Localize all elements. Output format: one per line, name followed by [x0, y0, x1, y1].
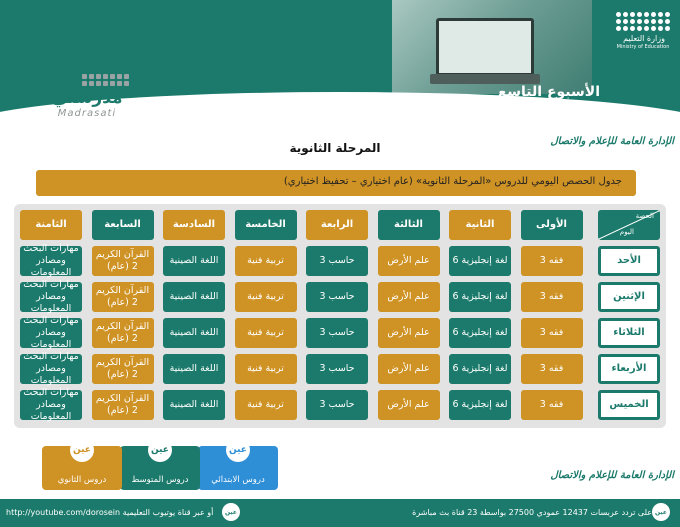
ministry-logo-dots	[616, 12, 670, 31]
period-header: الثالثة	[378, 210, 440, 240]
eye-logo-left: عين	[222, 503, 240, 521]
madrasati-name-ar: مدرستي	[51, 88, 123, 108]
laptop-keyboard	[430, 74, 540, 84]
schedule-table	[14, 204, 666, 428]
lesson-cell: حاسب 3	[306, 318, 368, 348]
lesson-cell: اللغة الصينية	[163, 354, 225, 384]
corner-day-label: اليوم	[619, 228, 634, 236]
lesson-cell: اللغة الصينية	[163, 390, 225, 420]
stage-button-label: دروس الثانوي	[57, 475, 107, 485]
stage-button[interactable]	[198, 446, 278, 490]
period-header: السابعة	[92, 210, 154, 240]
period-header: الرابعة	[306, 210, 368, 240]
stage-button[interactable]	[120, 446, 200, 490]
schedule-banner-text: جدول الحصص اليومي للدروس «المرحلة الثانوية» (عام اختياري – تحفيظ اختياري)	[283, 176, 622, 187]
stage-button-label: دروس الابتدائي	[211, 475, 265, 485]
lesson-cell: تربية فنية	[235, 390, 297, 420]
lesson-cell: فقه 3	[521, 390, 583, 420]
lesson-cell: القرآن الكريم 2 (عام)	[92, 246, 154, 276]
lesson-cell: فقه 3	[521, 246, 583, 276]
lesson-cell: القرآن الكريم 2 (عام)	[92, 318, 154, 348]
eye-logo-right: عين	[652, 503, 670, 521]
lesson-cell: حاسب 3	[306, 246, 368, 276]
period-header: الأولى	[521, 210, 583, 240]
laptop-screen	[436, 18, 534, 76]
youtube-info[interactable]	[6, 508, 221, 517]
period-header: الثامنة	[20, 210, 82, 240]
schedule-banner	[36, 170, 636, 196]
eye-logo-icon: عين	[226, 438, 250, 462]
lesson-cell: لغة إنجليزية 6	[449, 390, 511, 420]
table-corner	[598, 210, 660, 240]
lesson-cell: مهارات البحث ومصادر المعلومات	[20, 390, 82, 420]
lesson-cell: علم الأرض	[378, 246, 440, 276]
lesson-cell: مهارات البحث ومصادر المعلومات	[20, 354, 82, 384]
lesson-cell: فقه 3	[521, 354, 583, 384]
day-label: الإثنين	[598, 282, 660, 312]
lesson-cell: لغة إنجليزية 6	[449, 318, 511, 348]
lesson-cell: مهارات البحث ومصادر المعلومات	[20, 246, 82, 276]
lesson-cell: علم الأرض	[378, 354, 440, 384]
lesson-cell: تربية فنية	[235, 246, 297, 276]
lesson-cell: علم الأرض	[378, 282, 440, 312]
lesson-cell: حاسب 3	[306, 282, 368, 312]
day-label: الثلاثاء	[598, 318, 660, 348]
lesson-cell: تربية فنية	[235, 354, 297, 384]
day-label: الخميس	[598, 390, 660, 420]
satellite-info: على تردد عربسات 12437 عمودي 27500 بواسطة 23 قناة بث مباشرة	[412, 508, 652, 517]
lesson-cell: حاسب 3	[306, 390, 368, 420]
madrasati-dots	[82, 74, 129, 86]
lesson-cell: مهارات البحث ومصادر المعلومات	[20, 282, 82, 312]
stage-button-label: دروس المتوسط	[131, 475, 189, 485]
eye-logo-icon: عين	[70, 438, 94, 462]
lesson-cell: علم الأرض	[378, 318, 440, 348]
youtube-prefix: أو عبر قناة يوتيوب التعليمية	[122, 508, 214, 517]
ministry-name-ar: وزارة التعليم	[623, 34, 665, 43]
lesson-cell: مهارات البحث ومصادر المعلومات	[20, 318, 82, 348]
lesson-cell: فقه 3	[521, 318, 583, 348]
lesson-cell: فقه 3	[521, 282, 583, 312]
day-label: الأحد	[598, 246, 660, 276]
lesson-cell: القرآن الكريم 2 (عام)	[92, 354, 154, 384]
period-header: الثانية	[449, 210, 511, 240]
admin-seal-top: الإدارة العامة للإعلام والاتصال	[550, 136, 674, 147]
lesson-cell: لغة إنجليزية 6	[449, 354, 511, 384]
header-photo	[392, 0, 592, 94]
ministry-name-en: Ministry of Education	[616, 44, 670, 50]
lesson-cell: القرآن الكريم 2 (عام)	[92, 390, 154, 420]
admin-seal-bottom: الإدارة العامة للإعلام والاتصال	[550, 470, 674, 481]
lesson-cell: اللغة الصينية	[163, 318, 225, 348]
stage-title: المرحلة الثانوية	[289, 141, 381, 155]
lesson-cell: لغة إنجليزية 6	[449, 282, 511, 312]
stage-button[interactable]	[42, 446, 122, 490]
period-header: السادسة	[163, 210, 225, 240]
period-header: الخامسة	[235, 210, 297, 240]
youtube-url[interactable]: http://youtube.com/dorosein	[6, 508, 121, 517]
lesson-cell: اللغة الصينية	[163, 282, 225, 312]
week-title: الأسبوع التاسع	[497, 84, 600, 100]
corner-period-label: الحصة	[635, 212, 654, 220]
lesson-cell: القرآن الكريم 2 (عام)	[92, 282, 154, 312]
lesson-cell: تربية فنية	[235, 282, 297, 312]
lesson-cell: تربية فنية	[235, 318, 297, 348]
lesson-cell: لغة إنجليزية 6	[449, 246, 511, 276]
madrasati-name-en: Madrasati	[57, 108, 117, 119]
lesson-cell: حاسب 3	[306, 354, 368, 384]
lesson-cell: علم الأرض	[378, 390, 440, 420]
term-title: الفصل الأول 1443هـ	[454, 104, 600, 120]
day-label: الأربعاء	[598, 354, 660, 384]
eye-logo-icon: عين	[148, 438, 172, 462]
lesson-cell: اللغة الصينية	[163, 246, 225, 276]
